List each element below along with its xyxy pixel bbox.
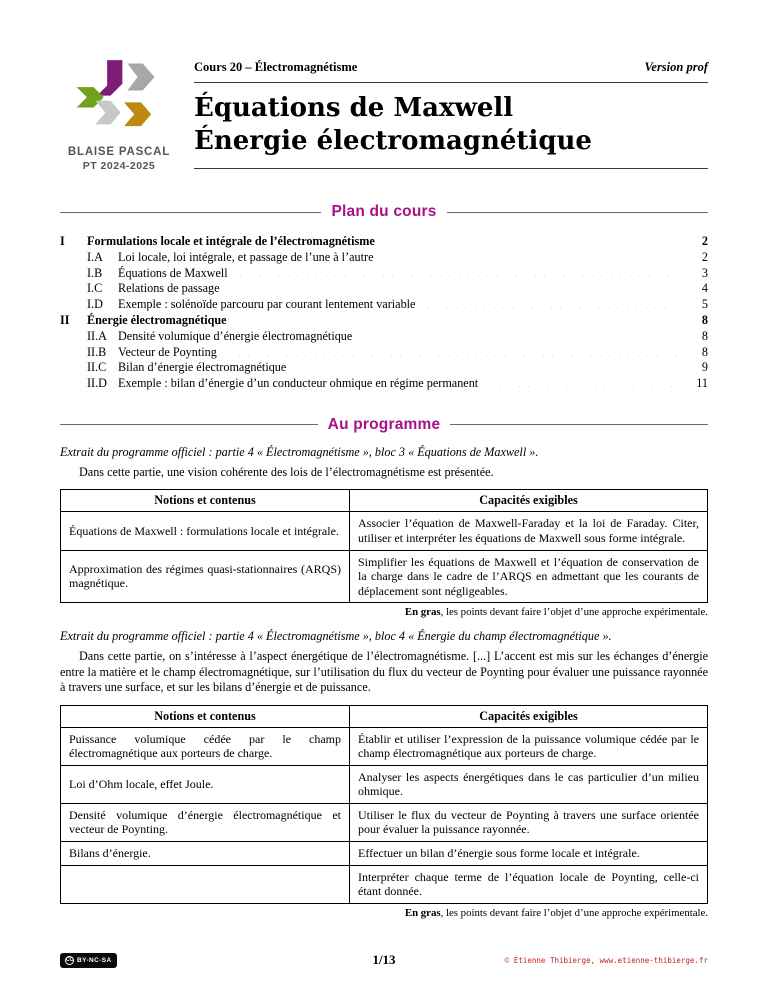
toc-entry-label: Formulations locale et intégrale de l’électromagnétisme bbox=[87, 234, 375, 248]
toc-entry-II-D[interactable] bbox=[60, 375, 708, 390]
school-name: BLAISE PASCAL bbox=[67, 146, 171, 158]
table-header-notions: Notions et contenus bbox=[61, 705, 350, 727]
plan-heading-label: Plan du cours bbox=[331, 203, 437, 220]
toc-entry-label: Bilan d’énergie électromagnétique bbox=[118, 360, 287, 375]
document-header bbox=[60, 56, 708, 172]
notion-cell: Puissance volumique cédée par le champ électromagnétique aux porteurs de charge. bbox=[61, 727, 350, 765]
table-of-contents bbox=[60, 234, 708, 390]
header-meta-row bbox=[194, 60, 708, 75]
page-number: 1/13 bbox=[372, 952, 396, 967]
table-note-bold: En gras bbox=[404, 606, 441, 619]
header-rule-top bbox=[194, 82, 708, 83]
version-label: Version prof bbox=[644, 60, 708, 74]
table-note-rest: , les points devant faire l’objet d’une approche expérimentale. bbox=[440, 606, 708, 619]
table-row bbox=[61, 765, 708, 803]
toc-leader-dots bbox=[421, 296, 680, 308]
toc-entry-II-A[interactable] bbox=[60, 328, 708, 343]
programme-table-maxwell bbox=[60, 489, 708, 603]
table-note-bold: En gras bbox=[404, 906, 441, 919]
table-header-row bbox=[61, 705, 708, 727]
toc-leader-dots bbox=[358, 328, 680, 340]
programme-table-energie bbox=[60, 705, 708, 904]
toc-entry-page: 2 bbox=[701, 234, 708, 248]
notion-cell: Bilans d’énergie. bbox=[61, 842, 350, 866]
toc-entry-number: I.B bbox=[87, 265, 103, 280]
capacite-cell: Utiliser le flux du vecteur de Poynting à travers une surface orientée pour évaluer la puissance rayonnée. bbox=[350, 803, 708, 841]
programme-extract-2: Extrait du programme officiel : partie 4 « Électromagnétisme », bloc 4 « Énergie du champ électromagnétique ». bbox=[60, 629, 612, 644]
programme-intro-1: Dans cette partie, une vision cohérente des lois de l’électromagnétisme est présentée. bbox=[79, 464, 494, 479]
capacite-cell: Simplifier les équations de Maxwell et l’équation de conservation de la charge dans le cadre de l’ARQS en admettant que les courants de déplacement sont négligeables. bbox=[350, 550, 708, 603]
notion-cell: Équations de Maxwell : formulations locale et intégrale. bbox=[61, 512, 350, 550]
toc-entry-II[interactable] bbox=[60, 313, 708, 328]
table-note-2 bbox=[60, 907, 708, 919]
toc-entry-label: Exemple : solénoïde parcouru par courant lentement variable bbox=[118, 296, 416, 311]
cc-license-label: BY-NC-SA bbox=[77, 957, 112, 964]
doc-title-line1: Équations de Maxwell bbox=[194, 93, 514, 123]
toc-entry-page: 4 bbox=[701, 281, 708, 296]
toc-entry-number: I.D bbox=[87, 296, 103, 311]
heading-rule-right bbox=[447, 212, 708, 213]
toc-leader-dots bbox=[292, 359, 680, 371]
programme-extract-1: Extrait du programme officiel : partie 4 « Électromagnétisme », bloc 3 « Équations de Maxwell ». bbox=[60, 444, 539, 459]
toc-entry-page: 11 bbox=[696, 375, 708, 390]
toc-entry-page: 5 bbox=[701, 296, 708, 311]
heading-rule-right bbox=[450, 424, 708, 425]
table-row bbox=[61, 803, 708, 841]
toc-entry-page: 8 bbox=[701, 312, 708, 327]
programme-heading-label: Au programme bbox=[327, 415, 441, 433]
toc-entry-label: Exemple : bilan d’énergie d’un conducteur ohmique en régime permanent bbox=[118, 375, 479, 390]
toc-entry-label: Loi locale, loi intégrale, et passage de l’une à l’autre bbox=[118, 250, 374, 265]
table-header-capacites: Capacités exigibles bbox=[350, 705, 708, 727]
capacite-cell: Associer l’équation de Maxwell-Faraday et la loi de Faraday. Citer, utiliser et interpréter les équations de Maxwell sous forme intégrale. bbox=[350, 512, 708, 550]
header-rule-bottom bbox=[194, 168, 708, 169]
table-row bbox=[61, 550, 708, 603]
toc-entry-page: 3 bbox=[701, 265, 708, 280]
toc-entry-number: I bbox=[60, 234, 65, 248]
toc-entry-II-C[interactable] bbox=[60, 359, 708, 374]
header-main bbox=[194, 56, 708, 169]
section-heading-programme bbox=[60, 416, 708, 434]
toc-leader-dots bbox=[234, 265, 680, 277]
cc-icon: CC bbox=[66, 957, 74, 963]
table-note-1 bbox=[60, 606, 708, 618]
notion-cell: Approximation des régimes quasi-stationnaires (ARQS) magnétique. bbox=[61, 550, 350, 603]
toc-entry-I-D[interactable] bbox=[60, 296, 708, 311]
toc-entry-number: II.C bbox=[87, 360, 107, 375]
notion-cell: Loi d’Ohm locale, effet Joule. bbox=[61, 765, 350, 803]
notion-cell: Densité volumique d’énergie électromagnétique et vecteur de Poynting. bbox=[61, 803, 350, 841]
table-header-notions: Notions et contenus bbox=[61, 490, 350, 512]
capacite-cell: Établir et utiliser l’expression de la puissance volumique cédée par le champ électromagnétique aux porteurs de charge. bbox=[350, 727, 708, 765]
toc-entry-label: Vecteur de Poynting bbox=[118, 344, 217, 359]
toc-entry-number: II.A bbox=[87, 329, 107, 344]
toc-entry-number: II.B bbox=[87, 344, 107, 359]
section-heading-plan bbox=[60, 203, 708, 221]
toc-entry-label: Densité volumique d’énergie électromagnétique bbox=[118, 329, 353, 344]
school-logo-block bbox=[60, 58, 178, 172]
toc-entry-label: Énergie électromagnétique bbox=[87, 312, 227, 327]
capacite-cell: Interpréter chaque terme de l’équation locale de Poynting, celle-ci étant donnée. bbox=[350, 865, 708, 903]
table-header-row bbox=[61, 490, 708, 512]
doc-title-line2: Énergie électromagnétique bbox=[194, 126, 592, 156]
page-footer bbox=[60, 952, 708, 970]
toc-entry-number: II.D bbox=[87, 375, 107, 390]
table-row bbox=[61, 512, 708, 550]
toc-entry-page: 9 bbox=[701, 360, 708, 375]
notion-cell bbox=[61, 865, 350, 903]
toc-leader-dots bbox=[380, 249, 681, 261]
toc-entry-I-B[interactable] bbox=[60, 265, 708, 280]
table-header-capacites: Capacités exigibles bbox=[350, 490, 708, 512]
table-row bbox=[61, 842, 708, 866]
course-label: Cours 20 – Électromagnétisme bbox=[194, 60, 358, 74]
school-logo-icon bbox=[75, 58, 163, 140]
toc-entry-page: 8 bbox=[701, 344, 708, 359]
toc-entry-label: Relations de passage bbox=[118, 281, 220, 296]
capacite-cell: Effectuer un bilan d’énergie sous forme locale et intégrale. bbox=[350, 842, 708, 866]
copyright-link[interactable]: © Étienne Thibierge, www.etienne-thibierge.fr bbox=[504, 956, 708, 965]
heading-rule-left bbox=[60, 212, 321, 213]
toc-leader-dots bbox=[226, 280, 680, 292]
toc-entry-number: I.A bbox=[87, 250, 103, 265]
table-row bbox=[61, 727, 708, 765]
toc-entry-I-C[interactable] bbox=[60, 280, 708, 295]
toc-leader-dots bbox=[223, 344, 680, 356]
heading-rule-left bbox=[60, 424, 318, 425]
toc-entry-I[interactable] bbox=[60, 234, 708, 249]
toc-entry-number: I.C bbox=[87, 281, 103, 296]
programme-intro-2: Dans cette partie, on s’intéresse à l’aspect énergétique de l’électromagnétisme. [...] L’accent est mis sur les échanges d’énergie entre la matière et le champ électromagnétique, sur l’utilisation du flux du vecteur de Poynting pour évaluer une puissance rayonnée à travers une surface, et sur les bilans d’énergie et de puissance. bbox=[60, 649, 708, 695]
toc-entry-I-A[interactable] bbox=[60, 249, 708, 264]
table-row bbox=[61, 865, 708, 903]
toc-entry-page: 2 bbox=[701, 250, 708, 265]
toc-entry-number: II bbox=[60, 312, 70, 327]
school-year: PT 2024-2025 bbox=[82, 160, 156, 172]
toc-entry-page: 8 bbox=[701, 329, 708, 344]
toc-entry-II-B[interactable] bbox=[60, 344, 708, 359]
capacite-cell: Analyser les aspects énergétiques dans le cas particulier d’un milieu ohmique. bbox=[350, 765, 708, 803]
table-note-rest: , les points devant faire l’objet d’une approche expérimentale. bbox=[440, 906, 708, 919]
toc-entry-label: Équations de Maxwell bbox=[118, 265, 228, 280]
toc-leader-dots bbox=[484, 375, 680, 387]
